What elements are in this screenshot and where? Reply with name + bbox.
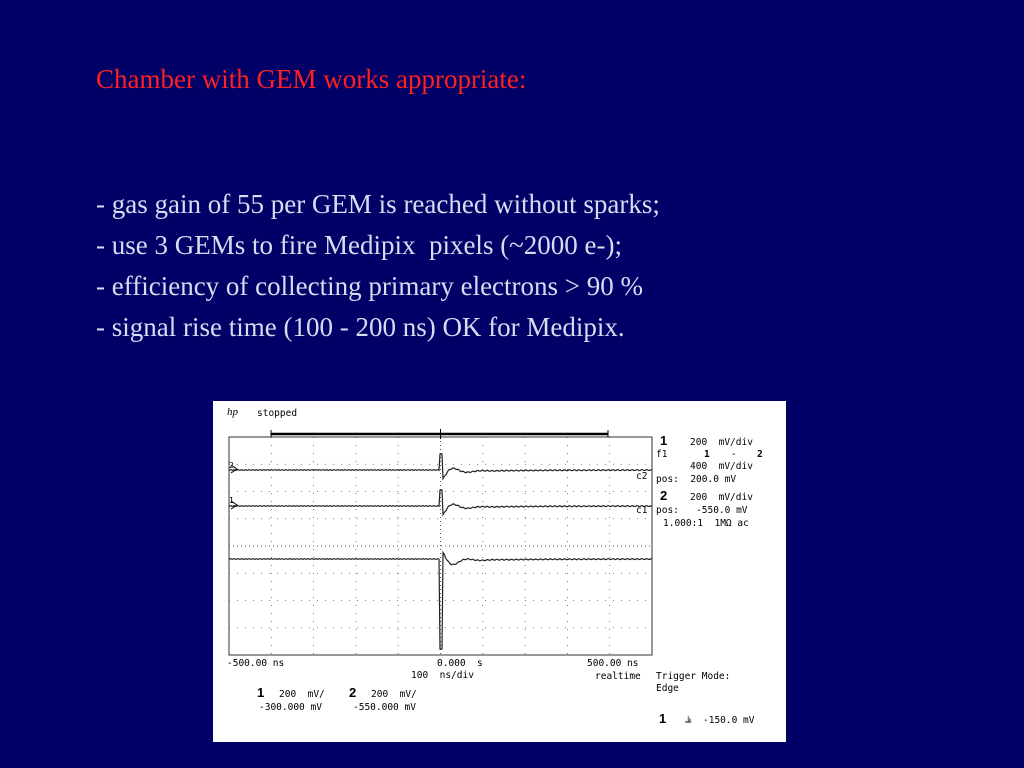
bottom-ch2-scale: 200 mV/ (371, 689, 417, 700)
timebase: 100 ns/div (411, 670, 474, 681)
trace-f1 (229, 552, 652, 649)
slide-title: Chamber with GEM works appropriate: (96, 64, 527, 94)
time-axis-left: -500.00 ns (227, 658, 285, 669)
hp-logo: hp (227, 406, 238, 418)
bullet-item: - efficiency of collecting primary electrons > 90 % (96, 271, 644, 301)
f1-op: - (731, 449, 737, 460)
oscilloscope-screenshot (213, 401, 786, 742)
bullet-list (96, 184, 660, 348)
trigger-mode-label: Trigger Mode: (656, 671, 731, 682)
scope-status: stopped (257, 408, 298, 419)
trigger-edge-icon: ⫡ (685, 714, 692, 725)
ch2-scale: 200 mV/div (690, 492, 753, 503)
trace-marker-2: 2 (229, 461, 234, 470)
trigger-level: -150.0 mV (703, 715, 755, 726)
bullet-item: - signal rise time (100 - 200 ns) OK for Medipix. (96, 312, 625, 342)
trace-label-c1: c1 (636, 505, 648, 516)
f1-label: f1 (656, 449, 668, 460)
f1-expr-a: 1 (704, 449, 710, 460)
bottom-ch1-scale: 200 mV/ (279, 689, 325, 700)
bullet-item: - use 3 GEMs to fire Medipix pixels (~2000 e-); (96, 230, 623, 260)
time-axis-center: 0.000 s (437, 658, 483, 669)
ch1-scale: 200 mV/div (690, 437, 753, 448)
trace-label-c2: c2 (636, 471, 648, 482)
f1-expr-b: 2 (757, 449, 763, 460)
bullet-item: - gas gain of 55 per GEM is reached without sparks; (96, 189, 660, 219)
ch2-coupling: 1.000:1 1MΩ ac (663, 518, 749, 529)
f1-scale: 400 mV/div (690, 461, 753, 472)
trigger-channel: 1 (659, 711, 667, 726)
time-axis-right: 500.00 ns (587, 658, 639, 669)
bottom-ch2-offset: -550.000 mV (353, 702, 416, 713)
ch2-pos: pos: -550.0 mV (656, 505, 748, 516)
trigger-mode-value: Edge (656, 683, 679, 694)
bottom-ch1-offset: -300.000 mV (259, 702, 322, 713)
ch2-label: 2 (660, 488, 668, 503)
bottom-ch2-label: 2 (349, 685, 357, 700)
ch1-label: 1 (660, 433, 668, 448)
trace-marker-1: 1 (229, 496, 234, 505)
bottom-ch1-label: 1 (257, 685, 265, 700)
acq-mode: realtime (595, 671, 641, 682)
f1-pos: pos: 200.0 mV (656, 474, 737, 485)
